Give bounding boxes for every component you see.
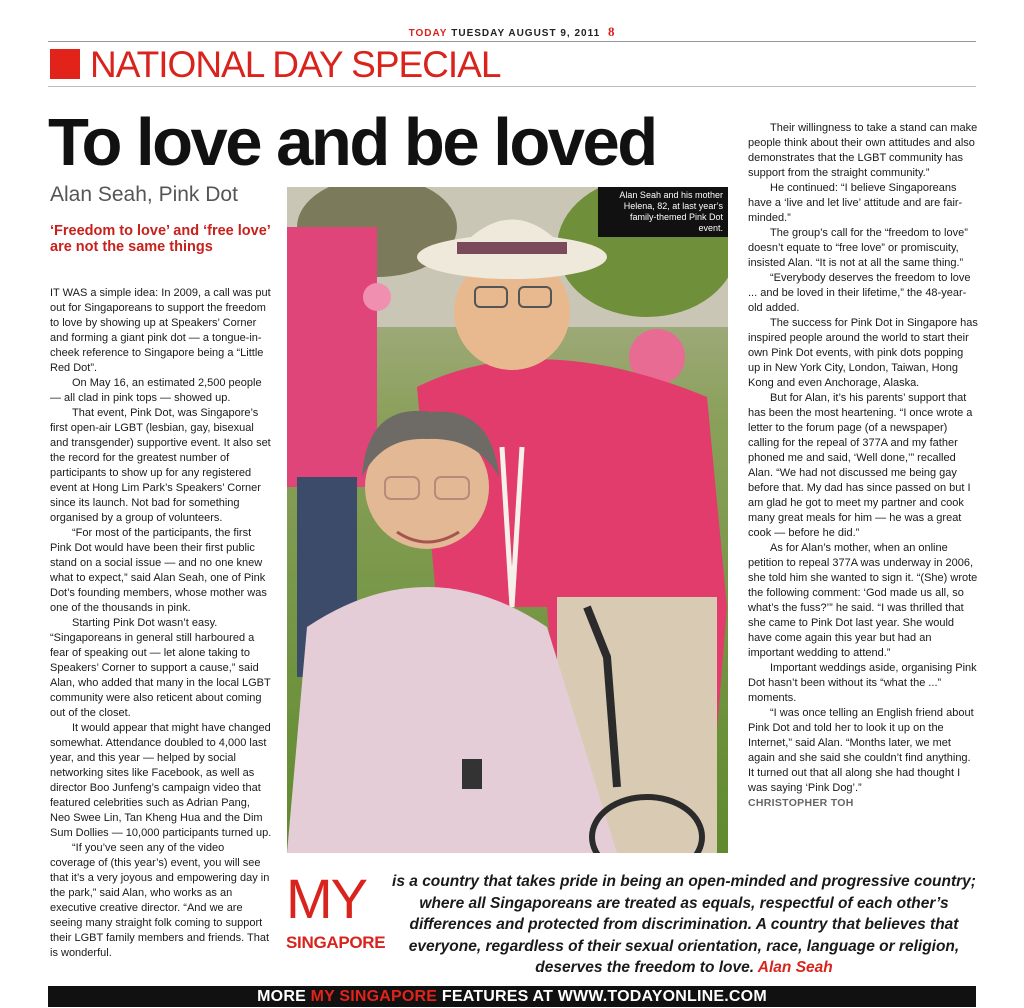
paragraph: He continued: “I believe Singaporeans have a ‘live and let live’ attitude and are fair-minded.” <box>748 182 963 224</box>
pull-quote: ‘Freedom to love’ and ‘free love’ are not the same things <box>50 223 270 255</box>
paragraph: IT WAS a simple idea: In 2009, a call was put out for Singaporeans to support the freedom to love by showing up at Speakers’ Corner and forming a giant pink dot — a tongue-in-cheek reference to Singapore being a “Little Red Dot”. <box>50 287 271 374</box>
footer-more: MORE <box>257 988 306 1005</box>
my-singapore-logo-my: MY <box>286 867 366 930</box>
photo-caption: Alan Seah and his mother Helena, 82, at last year’s family-themed Pink Dot event. <box>598 187 728 237</box>
folio <box>0 24 1024 40</box>
footer-my-singapore: MY SINGAPORE <box>310 988 438 1005</box>
section-title: NATIONAL DAY SPECIAL <box>90 44 501 85</box>
section-rule <box>48 86 976 87</box>
paragraph: “For most of the participants, the first Pink Dot would have been their first public stand on a social issue — and no one knew what to expect,” said Alan Seah, one of Pink Dot’s founding members, whose mother was one of the thousands in pink. <box>50 527 267 614</box>
paragraph: On May 16, an estimated 2,500 people — all clad in pink tops — showed up. <box>50 377 262 404</box>
paragraph: Their willingness to take a stand can make people think about their own attitudes and also demonstrates that the LGBT community has support from the straight community.” <box>748 122 978 179</box>
paragraph: It would appear that might have changed somewhat. Attendance doubled to 4,000 last year, and this year — helped by social networking sites like Facebook, as well as director Boo Junfeng’s campaign video that featured celebrities such as Adrian Pang, Neo Swee Lin, Tan Kheng Hua and the Dim Sum Dollies — 10,000 participants turned up. <box>50 722 272 839</box>
paragraph: The group’s call for the “freedom to love” doesn’t equate to “free love” or promiscuity, insisted Alan. “It is not at all the same thing.” <box>748 227 968 269</box>
paragraph: Starting Pink Dot wasn’t easy. “Singaporeans in general still harboured a fear of speaking out — let alone taking to Speakers’ Corner to support a cause,” said Alan, who added that many in the local LGBT community were also reticent about coming out of the closet. <box>50 617 271 719</box>
paper-name: TODAY <box>408 28 448 39</box>
headline: To love and be loved <box>48 105 656 180</box>
article-column-left <box>50 286 272 961</box>
paragraph: But for Alan, it’s his parents’ support that has been the most heartening. “I once wrote a letter to the forum page (of a newspaper) calling for the repeal of 377A and my father phoned me and said, ‘Well done,’” recalled Alan. “We had not discussed me being gay before that. My dad has since passed on but I am glad he got to meet my partner and cook many great meals for him — he was a great cook — before he did.” <box>748 392 973 539</box>
photo-illustration <box>287 187 728 853</box>
footer-url: FEATURES AT WWW.TODAYONLINE.COM <box>441 988 767 1005</box>
quote-text: is a country that takes pride in being an open-minded and progressive country; where all Singaporeans are treated as equals, respectful of each other’s differences and protected from discrimination. A country that believes that everyone, regardless of their sexual orientation, race, language or religion, deserves the freedom to love. <box>392 873 976 976</box>
paragraph: That event, Pink Dot, was Singapore’s first open-air LGBT (lesbian, gay, bisexual and transgender) supportive event. It also set the record for the greatest number of participants to show up for any registered event at Hong Lim Park’s Speakers’ Corner since its launch. Not bad for something organised by a group of volunteers. <box>50 407 271 524</box>
paragraph: As for Alan’s mother, when an online petition to repeal 377A was underway in 2006, she told him she wanted to sign it. “(She) wrote the following comment: ‘God made us all, so what’s the fuss?’” he said. “I was thrilled that she came to Pink Dot last year. She would have come again this year but had an important wedding to attend.” <box>748 542 978 659</box>
top-rule <box>48 41 976 42</box>
article-photo <box>287 187 728 853</box>
paragraph: Important weddings aside, organising Pink Dot hasn’t been without its “what the ...” moments. <box>748 662 977 704</box>
article-column-right <box>748 121 978 811</box>
issue-date: TUESDAY AUGUST 9, 2011 <box>451 28 601 39</box>
paragraph: “Everybody deserves the freedom to love ... and be loved in their lifetime,” the 48-year-old added. <box>748 272 971 314</box>
author-credit: CHRISTOPHER TOH <box>748 797 854 809</box>
my-singapore-quote <box>388 871 980 979</box>
quote-attribution: Alan Seah <box>757 959 833 976</box>
byline: Alan Seah, Pink Dot <box>50 183 238 206</box>
footer-banner[interactable] <box>48 986 976 1007</box>
paragraph: The success for Pink Dot in Singapore has inspired people around the world to start their own Pink Dot events, with pink dots popping up in New York City, London, Taiwan, Hong Kong and even Anchorage, Alaska. <box>748 317 978 389</box>
my-singapore-logo-singapore: SINGAPORE <box>286 933 386 952</box>
section-marker <box>50 49 80 79</box>
paragraph: “If you’ve seen any of the video coverage of (this year’s) event, you will see that it’s a very joyous and empowering day in the park,” said Alan, who works as an executive creative director. “And we are seeing many straight folk coming to support their LGBT family members and friends. That is wonderful. <box>50 842 270 959</box>
paragraph: “I was once telling an English friend about Pink Dot and told her to look it up on the Internet,” said Alan. “Months later, we met again and she said she couldn’t find anything. It turned out that all along she had thought I was saying ‘Pink Dog’.” <box>748 707 974 794</box>
page-number: 8 <box>607 24 616 39</box>
